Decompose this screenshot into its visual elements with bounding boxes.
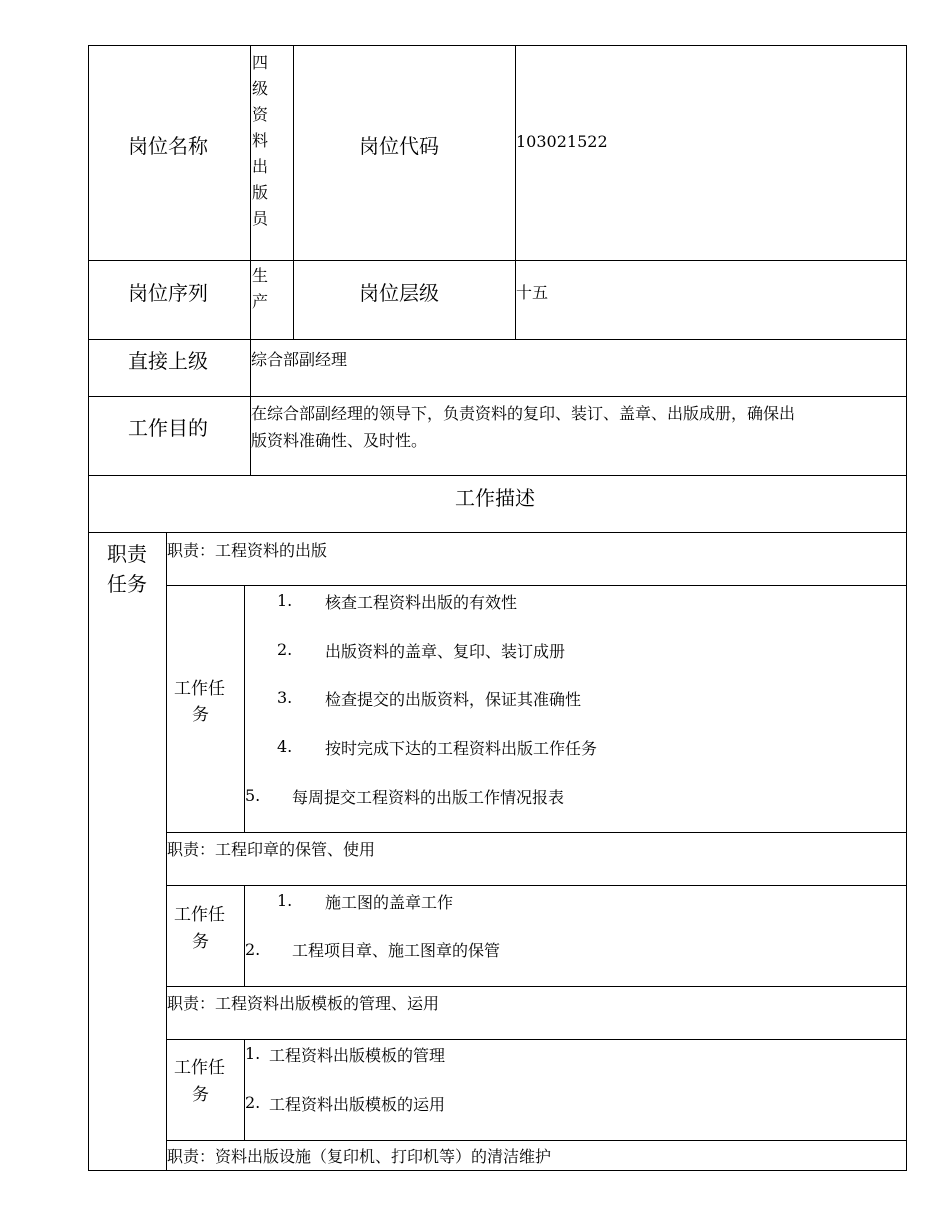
post-code-label: 岗位代码 — [359, 134, 439, 158]
task-number: 1. — [277, 591, 293, 610]
duties-label-cell — [88, 532, 167, 1171]
task-text: 出版资料的盖章、复印、装订成册 — [325, 642, 566, 661]
task-text: 工程资料出版模板的管理 — [269, 1046, 446, 1065]
task-text: 检查提交的出版资料，保证其准确性 — [325, 690, 582, 709]
purpose-label: 工作目的 — [128, 416, 208, 440]
superior-label: 直接上级 — [128, 349, 208, 373]
post-name-value: 四级资料出版员 — [252, 53, 269, 228]
post-level-label: 岗位层级 — [359, 281, 439, 305]
task-label-line-2: 务 — [192, 705, 209, 725]
task-label-line-2: 务 — [192, 932, 209, 952]
duty-title: 职责：工程印章的保管、使用 — [167, 840, 376, 859]
post-series-label: 岗位序列 — [128, 281, 208, 305]
post-code-value: 103021522 — [516, 132, 608, 151]
purpose-line-1: 在综合部副经理的领导下，负责资料的复印、装订、盖章、出版成册，确保出 — [251, 404, 796, 423]
superior-value-cell — [250, 339, 907, 397]
task-number: 2. — [245, 940, 261, 959]
task-number: 1. — [245, 1044, 261, 1063]
duty-title: 职责：工程资料的出版 — [167, 541, 328, 560]
task-text: 工程项目章、施工图章的保管 — [292, 941, 501, 960]
task-number: 1. — [277, 891, 293, 910]
description-title: 工作描述 — [455, 486, 535, 510]
task-label-line-1: 工作任 — [174, 679, 225, 699]
task-label-line-2: 务 — [192, 1085, 209, 1105]
post-name-label: 岗位名称 — [128, 134, 208, 158]
duty-title: 职责：工程资料出版模板的管理、运用 — [167, 994, 440, 1013]
task-number: 2. — [245, 1093, 261, 1112]
post-level-value: 十五 — [516, 283, 549, 302]
duties-label-line-1: 职责 — [107, 542, 147, 566]
task-number: 5. — [245, 786, 261, 805]
task-text: 施工图的盖章工作 — [325, 893, 454, 912]
superior-value: 综合部副经理 — [251, 350, 348, 369]
post-level-value-cell — [515, 260, 907, 340]
task-number: 3. — [277, 688, 293, 707]
task-label-line-1: 工作任 — [174, 905, 225, 925]
task-text: 按时完成下达的工程资料出版工作任务 — [325, 739, 598, 758]
task-number: 4. — [277, 737, 293, 756]
task-text: 每周提交工程资料的出版工作情况报表 — [292, 788, 565, 807]
task-label-line-1: 工作任 — [174, 1058, 225, 1078]
duties-label-line-2: 任务 — [107, 572, 147, 596]
post-series-value: 生产 — [252, 266, 269, 311]
task-number: 2. — [277, 640, 293, 659]
task-text: 核查工程资料出版的有效性 — [325, 593, 518, 612]
task-text: 工程资料出版模板的运用 — [269, 1095, 446, 1114]
duty-title: 职责：资料出版设施（复印机、打印机等）的清洁维护 — [167, 1147, 552, 1166]
post-code-value-cell — [515, 45, 907, 261]
purpose-line-2: 版资料准确性、及时性。 — [251, 431, 428, 450]
